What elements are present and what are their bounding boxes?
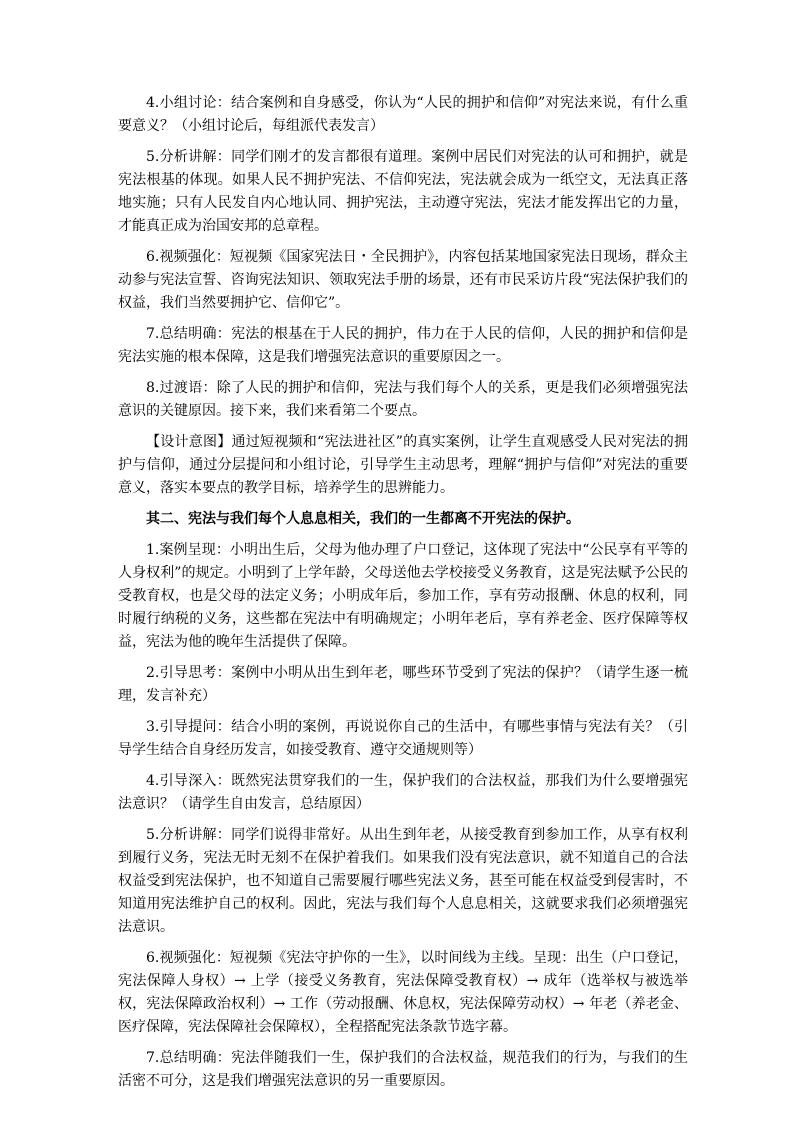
document-page (118, 92, 688, 1101)
section-heading-two: 其二、宪法与我们每个人息息相关，我们的一生都离不开宪法的保护。 (146, 511, 580, 527)
paragraph-group-discussion: 4.小组讨论：结合案例和自身感受，你认为“人民的拥护和信仰”对宪法来说，有什么重要意义？（小组讨论后，每组派代表发言） (118, 95, 688, 134)
paragraph-guided-deepening: 4.引导深入：既然宪法贯穿我们的一生，保护我们的合法权益，那我们为什么要增强宪法意识？（请学生自由发言，总结原因） (118, 773, 688, 812)
paragraph-design-intent: 【设计意图】通过短视频和“宪法进社区”的真实案例，让学生直观感受人民对宪法的拥护与信仰，通过分层提问和小组讨论，引导学生主动思考，理解“拥护与信仰”对宪法的重要意义，落实本要点的教学目标，培养学生的思辨能力。 (118, 434, 688, 496)
paragraph-guided-question: 3.引导提问：结合小明的案例，再说说你自己的生活中，有哪些事情与宪法有关？（引导学生结合自身经历发言，如接受教育、遵守交通规则等） (118, 719, 688, 758)
paragraph-case-presentation: 1.案例呈现：小明出生后，父母为他办理了户口登记，这体现了宪法中“公民享有平等的人身权利”的规定。小明到了上学年龄，父母送他去学校接受义务教育，这是宪法赋予公民的受教育权，也是父母的法定义务；小明成年后，参加工作，享有劳动报酬、休息的权利，同时履行纳税的义务，这些都在宪法中有明确规定；小明年老后，享有养老金、医疗保障等权益，宪法为他的晚年生活提供了保障。 (118, 542, 688, 650)
paragraph-analysis: 5.分析讲解：同学们刚才的发言都很有道理。案例中居民们对宪法的认可和拥护，就是宪法根基的体现。如果人民不拥护宪法、不信仰宪法，宪法就会成为一纸空文，无法真正落地实施；只有人民发自内心地认同、拥护宪法，主动遵守宪法，宪法才能发挥出它的力量，才能真正成为治国安邦的总章程。 (118, 149, 688, 234)
paragraph-transition: 8.过渡语：除了人民的拥护和信仰，宪法与我们每个人的关系，更是我们必须增强宪法意识的关键原因。接下来，我们来看第二个要点。 (118, 380, 688, 419)
paragraph-analysis-two: 5.分析讲解：同学们说得非常好。从出生到年老，从接受教育到参加工作，从享有权利到履行义务，宪法无时无刻不在保护着我们。如果我们没有宪法意识，就不知道自己的合法权益受到宪法保护，也不知道自己需要履行哪些宪法义务，甚至可能在权益受到侵害时，不知道用宪法维护自己的权利。因此，宪法与我们每个人息息相关，这就要求我们必须增强宪法意识。 (118, 827, 688, 935)
paragraph-video-reinforcement: 6.视频强化：短视频《国家宪法日・全民拥护》，内容包括某地国家宪法日现场，群众主动参与宪法宣誓、咨询宪法知识、领取宪法手册的场景，还有市民采访片段“宪法保护我们的权益，我们当然要拥护它、信仰它”。 (118, 249, 688, 311)
paragraph-video-reinforcement-two: 6.视频强化：短视频《宪法守护你的一生》，以时间线为主线。呈现：出生（户口登记，宪法保障人身权）→ 上学（接受义务教育，宪法保障受教育权）→ 成年（选举权与被选举权，宪法保障政治权利）→ 工作（劳动报酬、休息权，宪法保障劳动权）→ 年老（养老金、医疗保障，宪法保障社会保障权），全程搭配宪法条款节选字幕。 (118, 950, 688, 1035)
paragraph-summary: 7.总结明确：宪法的根基在于人民的拥护，伟力在于人民的信仰，人民的拥护和信仰是宪法实施的根本保障，这是我们增强宪法意识的重要原因之一。 (118, 326, 688, 365)
paragraph-guided-thinking: 2.引导思考：案例中小明从出生到年老，哪些环节受到了宪法的保护？（请学生逐一梳理，发言补充） (118, 665, 688, 704)
paragraph-summary-two: 7.总结明确：宪法伴随我们一生，保护我们的合法权益，规范我们的行为，与我们的生活密不可分，这是我们增强宪法意识的另一重要原因。 (118, 1050, 688, 1089)
